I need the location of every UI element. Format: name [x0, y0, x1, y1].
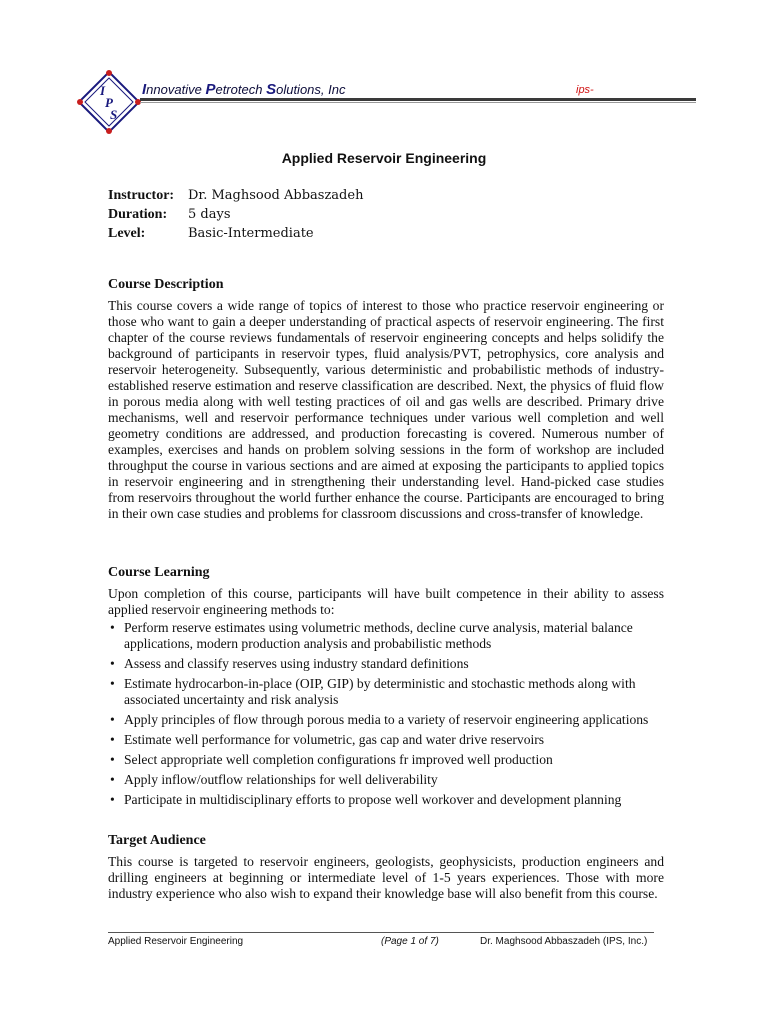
- meta-value: Dr. Maghsood Abbaszadeh: [188, 188, 364, 203]
- footer-course-title: Applied Reservoir Engineering: [108, 936, 244, 947]
- meta-label: Level:: [108, 226, 146, 241]
- learning-intro: Upon completion of this course, participants will have built competence in their ability to assess applied reservoir engineering methods to:: [108, 586, 664, 617]
- header-divider: [140, 98, 696, 101]
- meta-level: [108, 224, 363, 243]
- logo-letter-i: I: [100, 83, 106, 98]
- list-item: [108, 676, 664, 708]
- list-item-text: Estimate well performance for volumetric, gas cap and water drive reservoirs: [124, 732, 545, 747]
- list-item: [108, 712, 664, 728]
- header-tag: ips-: [576, 84, 594, 96]
- bullet-icon: •: [110, 732, 115, 747]
- course-meta: [108, 186, 363, 243]
- list-item: [108, 656, 664, 672]
- bullet-icon: •: [110, 676, 115, 691]
- list-item: [108, 620, 664, 652]
- logo-letter-p: P: [105, 95, 113, 110]
- bullet-icon: •: [110, 656, 115, 671]
- description-body: This course covers a wide range of topics of interest to those who practice reservoir engineering or those who want to gain a deeper understanding of practical aspects of reservoir engineering. The first chapter of the course reviews fundamentals of reservoir engineering concepts and helps solidify the background of participants in reservoir types, fluid analysis/PVT, petrophysics, core analysis and reservoir heterogeneity. Subsequently, various deterministic and probabilistic methods of industry-established reserve estimation and reserve classification are described. Next, the physics of fluid flow in porous media along with well testing practices of oil and gas wells are described. Primary drive mechanisms, well and reservoir performance techniques under various well completion and well geometry conditions are addressed, and production forecasting is covered. Numerous number of examples, exercises and hands on problem solving sessions in the form of workshop are included throughput the course in various sections and are aimed at exposing the participants to applied topics in reservoir engineering and in strengthening their understanding level. Hand-picked case studies from reservoirs throughout the world further enhance the course. Participants are encouraged to bring in their own case studies and problems for classroom discussions and cross-transfer of knowledge.: [108, 298, 664, 521]
- list-item-text: Apply inflow/outflow relationships for well deliverability: [124, 772, 438, 787]
- bullet-icon: •: [110, 792, 115, 807]
- course-description-section: [108, 276, 664, 522]
- header-divider-thin: [140, 102, 696, 103]
- meta-duration: [108, 205, 363, 224]
- list-item: [108, 732, 664, 748]
- ips-logo: [77, 70, 141, 134]
- list-item: [108, 752, 664, 768]
- section-heading: Course Learning: [108, 565, 210, 580]
- logo-letter-s: S: [110, 107, 118, 122]
- list-item-text: Apply principles of flow through porous media to a variety of reservoir engineering applications: [124, 712, 649, 727]
- bullet-icon: •: [110, 772, 115, 787]
- meta-label: Instructor:: [108, 188, 175, 203]
- learning-list: [108, 620, 664, 808]
- list-item: [108, 792, 664, 808]
- footer-page-number: (Page 1 of 7): [381, 936, 439, 947]
- section-heading: Target Audience: [108, 833, 206, 848]
- company-name: Innovative Petrotech Solutions, Inc: [142, 81, 346, 98]
- bullet-icon: •: [110, 620, 115, 635]
- bullet-icon: •: [110, 752, 115, 767]
- target-audience-section: [108, 832, 664, 902]
- meta-label: Duration:: [108, 207, 168, 222]
- list-item-text: Participate in multidisciplinary efforts to propose well workover and development planning: [124, 792, 622, 807]
- bullet-icon: •: [110, 712, 115, 727]
- list-item-text: Perform reserve estimates using volumetric methods, decline curve analysis, material balance applications, modern production analysis and probabilistic methods: [124, 620, 633, 651]
- footer-author: Dr. Maghsood Abbaszadeh (IPS, Inc.): [480, 936, 648, 947]
- list-item-text: Estimate hydrocarbon-in-place (OIP, GIP) by deterministic and stochastic methods along with associated uncertainty and risk analysis: [124, 676, 636, 707]
- list-item-text: Select appropriate well completion configurations fr improved well production: [124, 752, 553, 767]
- meta-instructor: [108, 186, 363, 205]
- footer-divider: [108, 932, 654, 933]
- document-title: Applied Reservoir Engineering: [281, 150, 487, 166]
- meta-value: 5 days: [188, 207, 231, 222]
- list-item: [108, 772, 664, 788]
- course-learning-section: [108, 564, 664, 812]
- list-item-text: Assess and classify reserves using industry standard definitions: [124, 656, 469, 671]
- meta-value: Basic-Intermediate: [188, 226, 314, 241]
- audience-body: This course is targeted to reservoir engineers, geologists, geophysicists, production engineers and drilling engineers at beginning or intermediate level of 1-5 years experiences. Those with more industry experience who also wish to expand their knowledge base will also benefit from this course.: [108, 854, 664, 901]
- section-heading: Course Description: [108, 277, 224, 292]
